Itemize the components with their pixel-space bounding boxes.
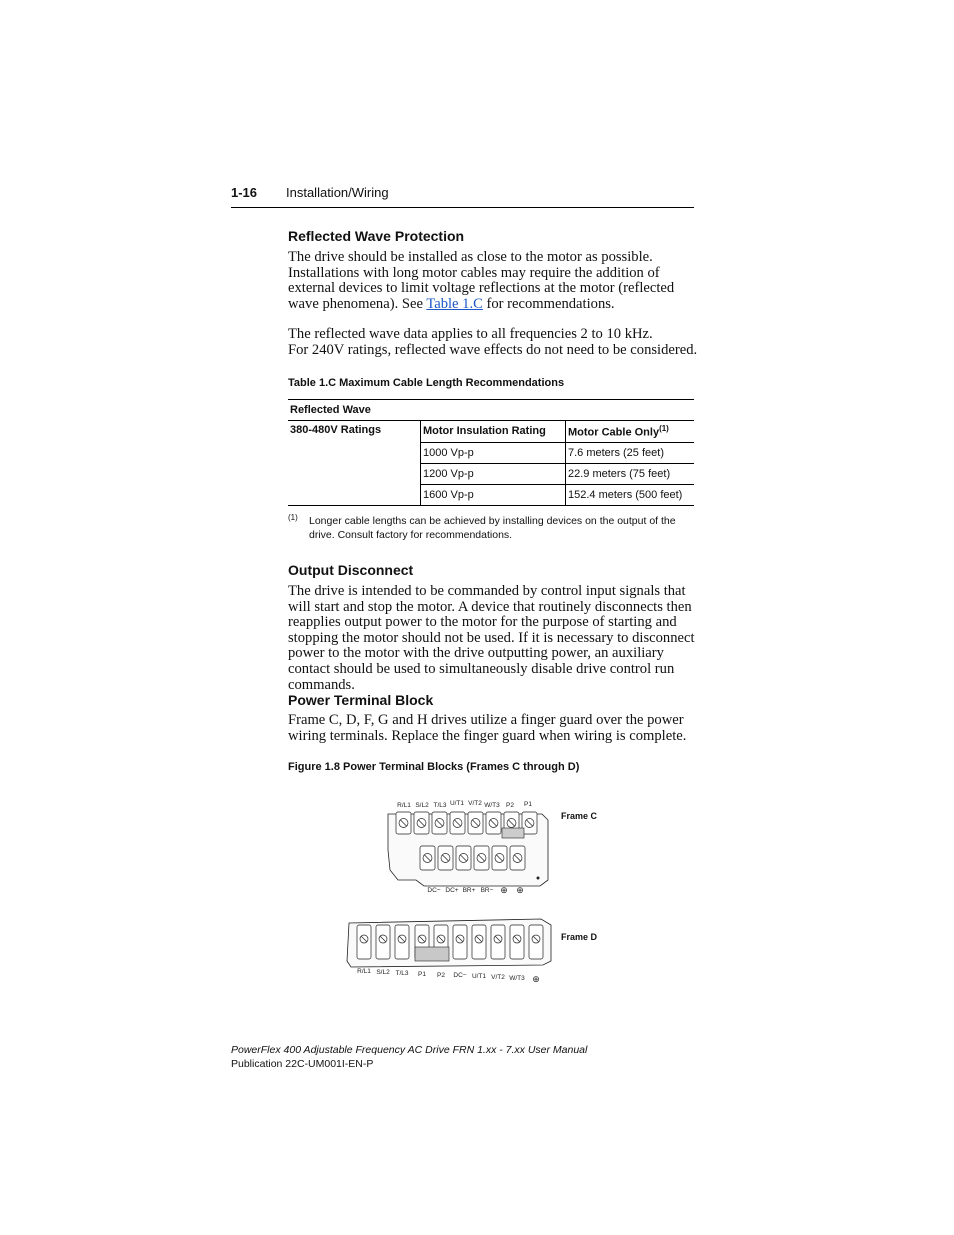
ground-icon: ⊕ — [500, 885, 508, 895]
reflected-text-end: for recommendations. — [482, 295, 615, 312]
terminal-label: V/T2 — [468, 800, 482, 807]
frame-c-diagram — [380, 790, 620, 900]
insulation-cell: 1600 Vp-p — [421, 484, 566, 505]
page-number: 1-16 — [231, 185, 258, 200]
footer-manual-title: PowerFlex 400 Adjustable Frequency AC Drive FRN 1.xx - 7.xx User Manual — [231, 1044, 588, 1056]
table-caption: Table 1.C Maximum Cable Length Recommendations — [288, 377, 565, 389]
insulation-header: Motor Insulation Rating — [421, 421, 566, 443]
frequency-line-1: The reflected wave data applies to all frequencies 2 to 10 kHz. — [288, 326, 653, 342]
cable-cell: 22.9 meters (75 feet) — [566, 463, 695, 484]
terminal-label: DC+ — [445, 887, 459, 894]
frequency-paragraph — [288, 327, 698, 358]
cable-header-note: (1) — [659, 424, 669, 433]
jumper-bar — [415, 947, 449, 961]
frame-d-labels — [357, 968, 540, 984]
cable-header-text: Motor Cable Only — [568, 426, 660, 439]
footnote-mark: (1) — [288, 513, 298, 522]
frame-c-label: Frame C — [561, 811, 598, 821]
power-terminal-paragraph: Frame C, D, F, G and H drives utilize a finger guard over the power wiring terminals. Replace the finger guard when wiring is complete. — [288, 712, 687, 744]
cable-header — [566, 421, 695, 443]
jumper-bar — [502, 828, 524, 838]
terminal-label: BR− — [480, 887, 494, 894]
frame-c-top-labels — [397, 800, 532, 809]
insulation-cell: 1000 Vp-p — [421, 442, 566, 463]
insulation-cell: 1200 Vp-p — [421, 463, 566, 484]
output-disconnect-heading: Output Disconnect — [288, 562, 414, 578]
terminal-label: P1 — [418, 971, 426, 978]
header-rule — [231, 207, 694, 208]
mounting-dot — [537, 877, 540, 880]
table-1c-link[interactable]: Table 1.C — [426, 295, 483, 312]
footnote-text: Longer cable lengths can be achieved by installing devices on the output of the drive. Consult factory for recommendations. — [309, 515, 676, 541]
terminal-label: U/T1 — [449, 800, 465, 807]
terminal-label: T/L3 — [395, 970, 409, 977]
terminal-label: S/L2 — [415, 802, 429, 809]
reflected-text-start: The drive should be installed as close to the motor as possible. Installations with long motor cables may require the addition of external devices to limit voltage reflections at the motor (reflected wave phenomena). See — [288, 249, 675, 312]
ground-icon: ⊕ — [516, 885, 524, 895]
terminal-label: V/T2 — [491, 974, 505, 981]
ground-icon: ⊕ — [532, 974, 540, 984]
ratings-cell: 380-480V Ratings — [288, 421, 421, 506]
terminal-label: P2 — [506, 802, 514, 809]
table-title-cell: Reflected Wave — [288, 400, 694, 421]
terminal-label: W/T3 — [509, 975, 525, 982]
reflected-wave-heading: Reflected Wave Protection — [288, 228, 465, 244]
terminal-label: DC− — [427, 887, 441, 894]
cable-cell: 152.4 meters (500 feet) — [566, 484, 695, 505]
terminal-label: S/L2 — [376, 969, 390, 976]
terminal-label: T/L3 — [433, 802, 447, 809]
reflected-wave-paragraph — [288, 250, 698, 312]
terminal-label: W/T3 — [484, 802, 500, 809]
frame-c-bottom-labels — [427, 885, 523, 895]
frame-d-label: Frame D — [561, 932, 598, 942]
cable-length-table — [288, 399, 694, 506]
terminal-label: P1 — [524, 801, 532, 808]
terminal-label: U/T1 — [471, 973, 487, 980]
output-disconnect-paragraph: The drive is intended to be commanded by control input signals that will start and stop the motor. A device that routinely disconnects then reapplies output power to the motor for the purpose of starting and stopping the motor should not be used. If it is necessary to disconnect power to the motor with the drive outputting power, an auxiliary contact should be used to simultaneously disable drive control run commands. — [288, 583, 695, 693]
terminal-label: R/L1 — [397, 802, 411, 809]
figure-caption: Figure 1.8 Power Terminal Blocks (Frames C through D) — [288, 761, 580, 773]
terminal-label: BR+ — [462, 887, 476, 894]
terminal-label: P2 — [437, 972, 445, 979]
power-terminal-heading: Power Terminal Block — [288, 692, 434, 708]
frame-d-diagram — [345, 915, 620, 990]
footer-publication: Publication 22C-UM001I-EN-P — [231, 1058, 374, 1070]
frequency-line-2: For 240V ratings, reflected wave effects do not need to be considered. — [288, 341, 698, 358]
section-title: Installation/Wiring — [286, 185, 389, 200]
cable-cell: 7.6 meters (25 feet) — [566, 442, 695, 463]
terminal-label: DC− — [453, 972, 467, 979]
terminal-label: R/L1 — [357, 968, 371, 975]
